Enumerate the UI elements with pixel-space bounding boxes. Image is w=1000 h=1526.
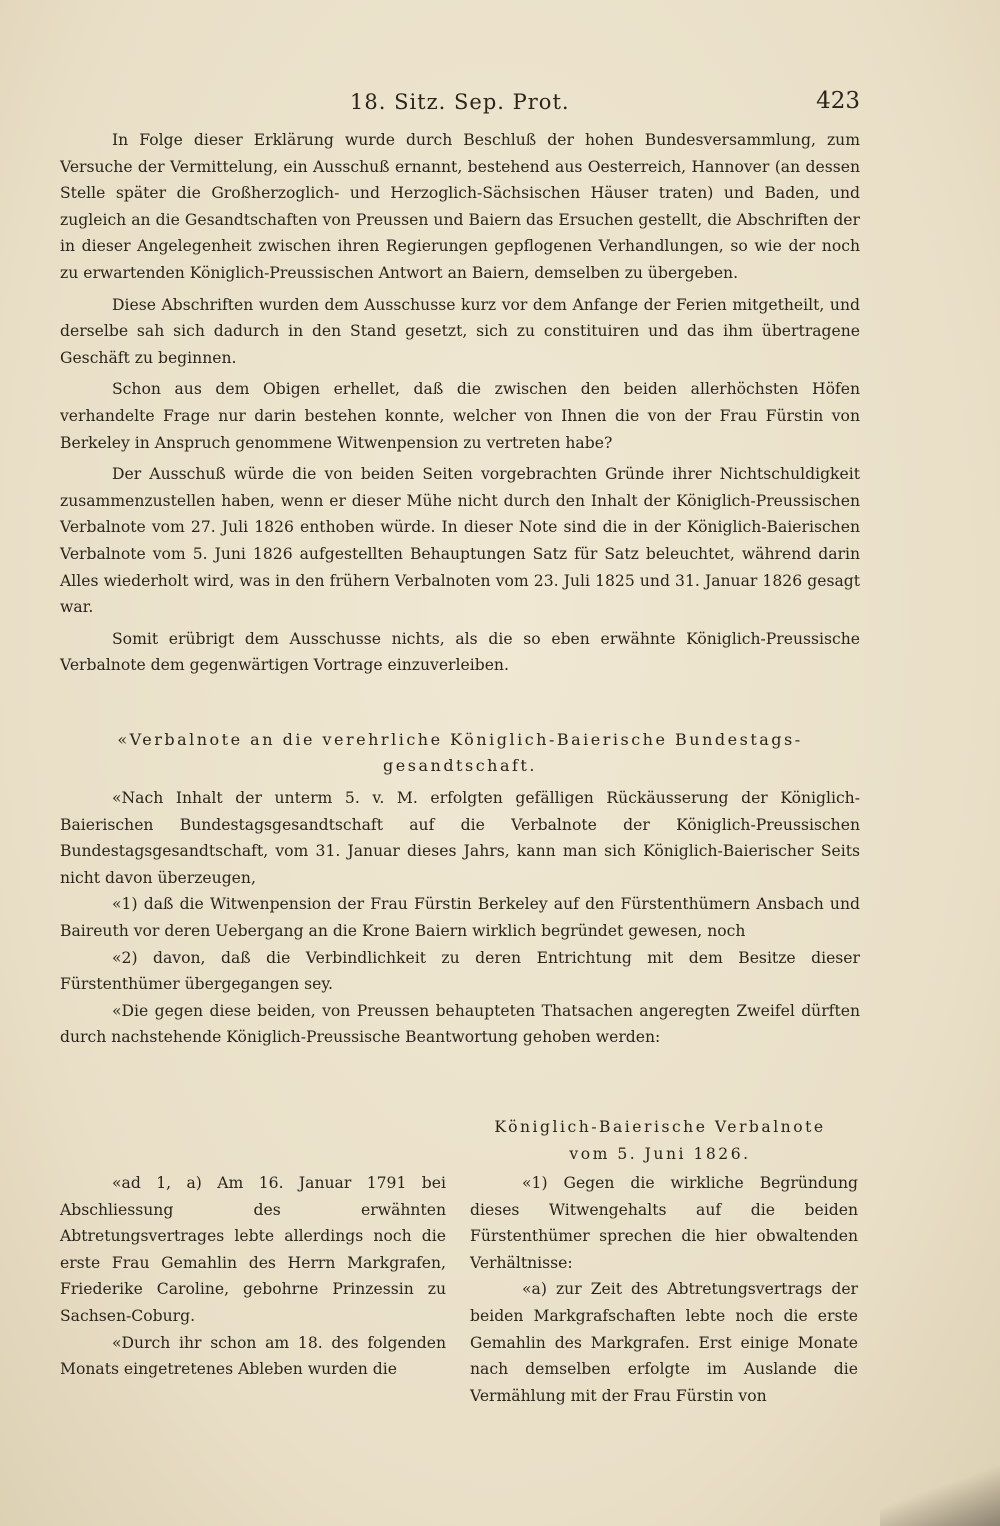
- page-number: 423: [816, 88, 860, 114]
- paragraph: Diese Abschriften wurden dem Ausschusse kurz vor dem Anfange der Ferien mitgetheilt, und derselbe sah sich dadurch in den Stand gesetzt, sich zu constituiren und das ihm übertragene Geschäft zu beginnen.: [60, 295, 860, 367]
- verbalnote-paragraph: «Die gegen diese beiden, von Preussen behaupteten Thatsachen angeregten Zweifel dürften durch nachstehende Königlich-Preussische Beantwortung gehoben werden:: [60, 1001, 860, 1047]
- right-column-paragraph: «a) zur Zeit des Abtretungsvertrags der beiden Markgrafschaften lebte noch die erste Gemahlin des Markgrafen. Erst einige Monate nach demselben erfolgte im Auslande die Vermählung mit der Frau Fürstin von: [470, 1280, 858, 1405]
- paragraph: Der Ausschuß würde die von beiden Seiten vorgebrachten Gründe ihrer Nichtschuldigkeit zusammenzustellen haben, wenn er dieser Mühe nicht durch den Inhalt der Königlich-Preussischen Verbalnote vom 27. Juli 1826 enthoben würde. In dieser Note sind die in der Königlich-Baierischen Verbalnote vom 5. Juni 1826 aufgestellten Behauptungen Satz für Satz beleuchtet, während darin Alles wiederholt wird, was in den frühern Verbalnoten vom 23. Juli 1825 und 31. Januar 1826 gesagt war.: [60, 465, 860, 617]
- page-header: [60, 88, 860, 122]
- verbalnote-paragraph: «1) daß die Witwenpension der Frau Fürstin Berkeley auf den Fürstenthümern Ansbach und Baireuth vor deren Uebergang an die Krone Baiern wirklich begründet gewesen, noch: [60, 895, 860, 941]
- right-column-heading-line: Königlich-Baierische Verbalnote: [494, 1118, 826, 1136]
- paragraph: Schon aus dem Obigen erhellet, daß die zwischen den beiden allerhöchsten Höfen verhandelte Frage nur darin bestehen konnte, welcher von Ihnen die von der Frau Fürstin von Berkeley in Anspruch genommene Witwenpension zu vertreten habe?: [60, 380, 860, 452]
- verbalnote-paragraph: «Nach Inhalt der unterm 5. v. M. erfolgten gefälligen Rückäusserung der Königlich-Baierischen Bundestagsgesandtschaft auf die Verbalnote der Königlich-Preussischen Bundestagsgesandtschaft, vom 31. Januar dieses Jahrs, kann man sich Königlich-Baierischer Seits nicht davon überzeugen,: [60, 789, 860, 887]
- main-text: [60, 127, 860, 1051]
- left-column-paragraph: «ad 1, a) Am 16. Januar 1791 bei Abschliessung des erwähnten Abtretungsvertrages lebte allerdings noch die erste Frau Gemahlin des Herrn Markgrafen, Friederike Caroline, gebohrne Prinzessin zu Sachsen-Coburg.: [60, 1174, 446, 1325]
- right-column-paragraph: «1) Gegen die wirkliche Begründung dieses Witwengehalts auf die beiden Fürstenthümer sprechen die hier obwaltenden Verhältnisse:: [470, 1174, 858, 1272]
- right-column-heading-line: vom 5. Juni 1826.: [569, 1144, 751, 1163]
- verbalnote-paragraph: «2) davon, daß die Verbindlichkeit zu deren Entrichtung mit dem Besitze dieser Fürstenthümer übergegangen sey.: [60, 948, 860, 994]
- verbalnote-heading: «Verbalnote an die verehrliche Königlich-Baierische Bundestags-gesandtschaft.: [117, 729, 803, 776]
- right-column: [470, 1170, 858, 1409]
- running-title: 18. Sitz. Sep. Prot.: [350, 90, 570, 114]
- left-column-paragraph: «Durch ihr schon am 18. des folgenden Monats eingetretenes Ableben wurden die: [60, 1333, 446, 1379]
- paragraph: In Folge dieser Erklärung wurde durch Beschluß der hohen Bundesversammlung, zum Versuche der Vermittelung, ein Ausschuß ernannt, bestehend aus Oesterreich, Hannover (an dessen Stelle später die Großherzoglich- und Herzoglich-Sächsischen Häuser traten) und Baden, und zugleich an die Gesandtschaften von Preussen und Baiern das Ersuchen gestellt, die Abschriften der in dieser Angelegenheit zwischen ihren Regierungen gepflogenen Verhandlungen, so wie der noch zu erwartenden Königlich-Preussischen Antwort an Baiern, demselben zu übergeben.: [60, 131, 860, 282]
- scan-shadow: [880, 1466, 1000, 1526]
- left-column: [60, 1170, 446, 1383]
- right-column-heading: [470, 1114, 850, 1167]
- paragraph: Somit erübrigt dem Ausschusse nichts, als die so eben erwähnte Königlich-Preussische Verbalnote dem gegenwärtigen Vortrage einzuverleiben.: [60, 629, 860, 675]
